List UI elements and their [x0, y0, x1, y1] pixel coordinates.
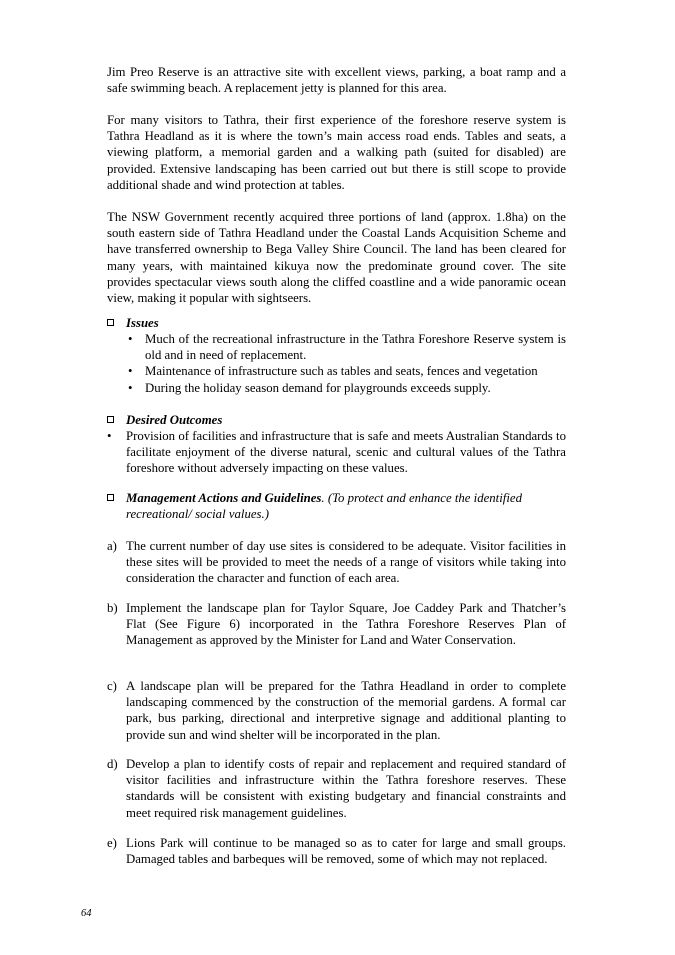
checkbox-bullet-icon: [107, 416, 114, 423]
desired-outcomes-heading: [107, 412, 566, 428]
paragraph-nsw-government: The NSW Government recently acquired three portions of land (approx. 1.8ha) on the south eastern side of Tathra Headland under the Coastal Lands Acquisition Scheme and have transferred ownership to Bega Valley Shire Council. The land has been cleared for many years, with maintained kikuya now the predominate ground cover. The site provides spectacular views south along the cliffed coastline and a wide panoramic ocean view, making it popular with sightseers.: [107, 210, 566, 306]
list-item: • Maintenance of infrastructure such as tables and seats, fences and vegetation: [128, 364, 538, 379]
checkbox-bullet-icon: [107, 319, 114, 326]
management-subheading: . (To protect and enhance the identified recreational/ social values.): [126, 491, 522, 522]
bullet-icon: •: [107, 429, 112, 443]
bullet-icon: •: [128, 364, 133, 379]
management-item-b: b) Implement the landscape plan for Taylor Square, Joe Caddey Park and Thatcher’s Flat (See Figure 6) incorporated in the Tathra Foreshore Reserves Plan of Management as approved by the Minister for Land and Water Conservation.: [107, 601, 566, 648]
paragraph-jim-preo: Jim Preo Reserve is an attractive site with excellent views, parking, a boat ramp and a safe swimming beach. A replacement jetty is planned for this area.: [107, 65, 566, 96]
desired-outcomes-item: • Provision of facilities and infrastructure that is safe and meets Australian Standards to facilitate enjoyment of the diverse natural, scenic and cultural values of the Tathra foreshore without adversely impacting on these values.: [107, 429, 566, 476]
issues-list: [128, 331, 566, 396]
issues-heading: [107, 315, 566, 331]
management-item-d: d) Develop a plan to identify costs of repair and replacement and required standard of visitor facilities and infrastructure within the Tathra foreshore reserves. These standards will be consistent with existing budgetary and financial constraints and meet required risk management guidelines.: [107, 757, 566, 820]
desired-outcomes-heading-text: Desired Outcomes: [126, 413, 223, 427]
paragraph-tathra-headland: For many visitors to Tathra, their first experience of the foreshore reserve system is Tathra Headland as it is where the town’s main access road ends. Tables and seats, a viewing platform, a memorial garden and a walking path (suited for disabled) are provided. Extensive landscaping has been carried out but there is still scope to provide additional shade and wind protection at tables.: [107, 113, 566, 192]
list-item: • Much of the recreational infrastructure in the Tathra Foreshore Reserve system is old and in need of replacement.: [128, 332, 566, 363]
issues-heading-text: Issues: [126, 316, 159, 330]
management-item-e: e) Lions Park will continue to be managed so as to cater for large and small groups. Damaged tables and barbeques will be removed, some of which may not replaced.: [107, 836, 566, 867]
bullet-icon: •: [128, 332, 133, 346]
checkbox-bullet-icon: [107, 494, 114, 501]
bullet-icon: •: [128, 380, 133, 395]
page-number: 64: [81, 908, 92, 919]
management-heading-text: Management Actions and Guidelines: [126, 491, 322, 505]
list-item: • During the holiday season demand for playgrounds exceeds supply.: [128, 380, 491, 395]
management-item-c: c) A landscape plan will be prepared for the Tathra Headland in order to complete landscaping commenced by the construction of the memorial gardens. A formal car park, bus parking, directional and interpretive signage and additional planting to provide sun and wind shelter will be incorporated in the plan.: [107, 679, 566, 742]
management-item-a: a) The current number of day use sites is considered to be adequate. Visitor facilities in these sites will be provided to meet the needs of a range of visitors while taking into consideration the character and function of each area.: [107, 539, 566, 586]
management-heading: [107, 490, 566, 522]
